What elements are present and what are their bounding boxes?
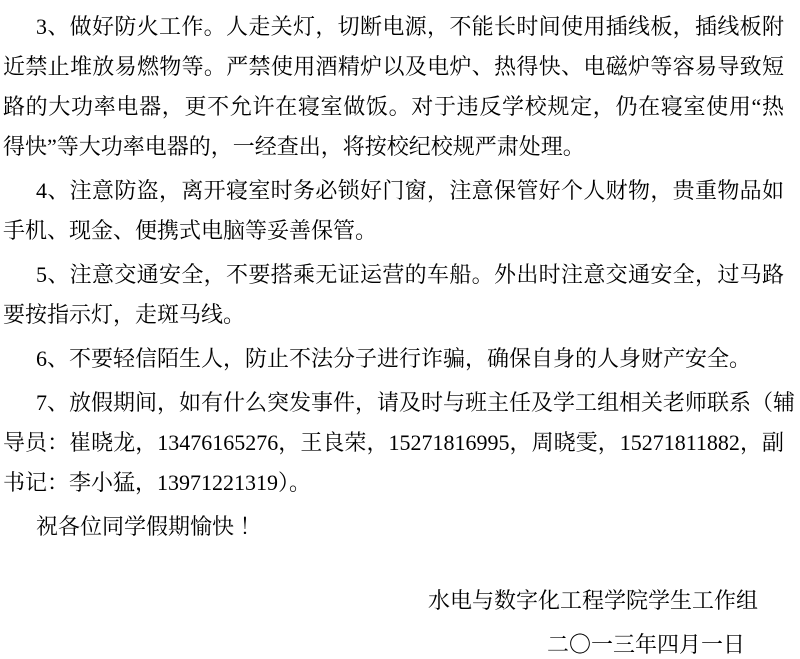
paragraph-anti-fraud xyxy=(3,339,784,379)
text-line: 路的大功率电器，更不允许在寝室做饭。对于违反学校规定，仍在寝室使用“热 xyxy=(3,94,784,119)
text-line: 书记：李小猛，13971221319）。 xyxy=(3,470,312,495)
text-line: 5、注意交通安全，不要搭乘无证运营的车船。外出时注意交通安全，过马路 xyxy=(36,262,784,287)
paragraph-anti-theft xyxy=(3,171,784,251)
paragraph-emergency-contacts xyxy=(3,383,796,503)
text-line: 要按指示灯，走斑马线。 xyxy=(3,302,246,327)
text-line: 7、放假期间，如有什么突发事件，请及时与班主任及学工组相关老师联系（辅 xyxy=(36,390,796,415)
text-line: 得快”等大功率电器的，一经查出，将按校纪校规严肃处理。 xyxy=(3,134,585,159)
text-line: 4、注意防盗，离开寝室时务必锁好门窗，注意保管好个人财物，贵重物品如 xyxy=(36,178,784,203)
text-line: 近禁止堆放易燃物等。严禁使用酒精炉以及电炉、热得快、电磁炉等容易导致短 xyxy=(3,54,784,79)
paragraph-holiday-wish xyxy=(3,507,784,547)
text-line: 6、不要轻信陌生人，防止不法分子进行诈骗，确保自身的人身财产安全。 xyxy=(36,346,752,371)
signature-block xyxy=(3,581,784,659)
paragraph-traffic-safety xyxy=(3,255,784,335)
signature-organization: 水电与数字化工程学院学生工作组 xyxy=(427,588,758,613)
signature-date: 二〇一三年四月一日 xyxy=(546,632,745,657)
paragraph-fire-safety xyxy=(3,7,784,167)
text-line: 手机、现金、便携式电脑等妥善保管。 xyxy=(3,218,378,243)
text-line: 3、做好防火工作。人走关灯，切断电源，不能长时间使用插线板，插线板附 xyxy=(36,14,784,39)
text-line: 导员：崔晓龙，13476165276，王良荣，15271816995，周晓雯，15271811882，副 xyxy=(3,430,784,455)
text-line: 祝各位同学假期愉快 ！ xyxy=(36,514,262,539)
